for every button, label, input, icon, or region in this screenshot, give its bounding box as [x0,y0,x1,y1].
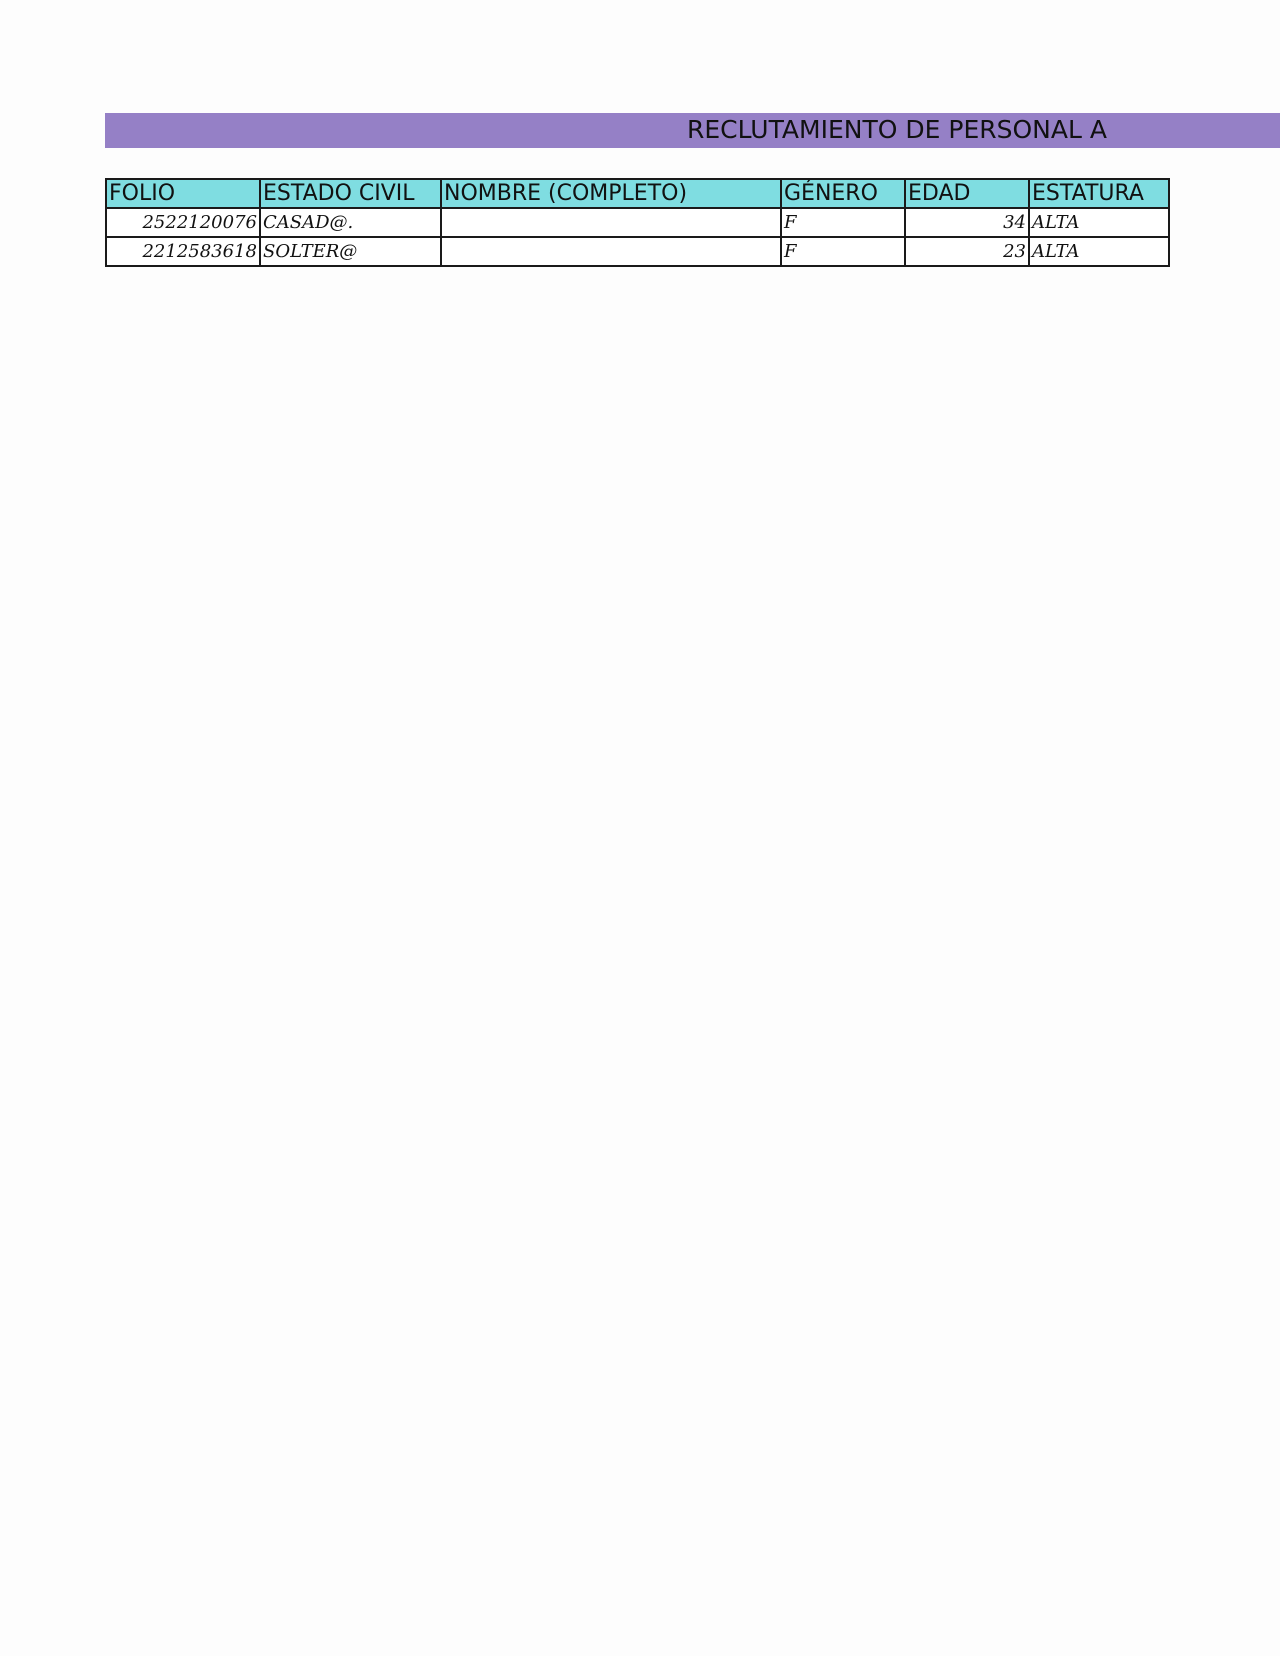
cell-genero[interactable]: F [781,208,905,237]
header-estado-civil[interactable]: ESTADO CIVIL [260,179,441,208]
cell-estatura[interactable]: ALTA [1029,208,1169,237]
table-row [106,208,1169,237]
cell-estado-civil[interactable]: CASAD@. [260,208,441,237]
cell-genero[interactable]: F [781,237,905,266]
cell-estatura[interactable]: ALTA [1029,237,1169,266]
header-row [106,179,1169,208]
cell-folio[interactable]: 2522120076 [106,208,260,237]
table-row [106,237,1169,266]
document-title: RECLUTAMIENTO DE PERSONAL A [687,115,1107,144]
cell-nombre[interactable] [441,237,781,266]
cell-edad[interactable]: 23 [905,237,1029,266]
header-edad[interactable]: EDAD [905,179,1029,208]
header-nombre[interactable]: NOMBRE (COMPLETO) [441,179,781,208]
recruitment-table [105,178,1170,267]
cell-edad[interactable]: 34 [905,208,1029,237]
header-genero[interactable]: GÉNERO [781,179,905,208]
title-banner [105,113,1280,148]
cell-nombre[interactable] [441,208,781,237]
header-folio[interactable]: FOLIO [106,179,260,208]
cell-estado-civil[interactable]: SOLTER@ [260,237,441,266]
cell-folio[interactable]: 2212583618 [106,237,260,266]
header-estatura[interactable]: ESTATURA [1029,179,1169,208]
